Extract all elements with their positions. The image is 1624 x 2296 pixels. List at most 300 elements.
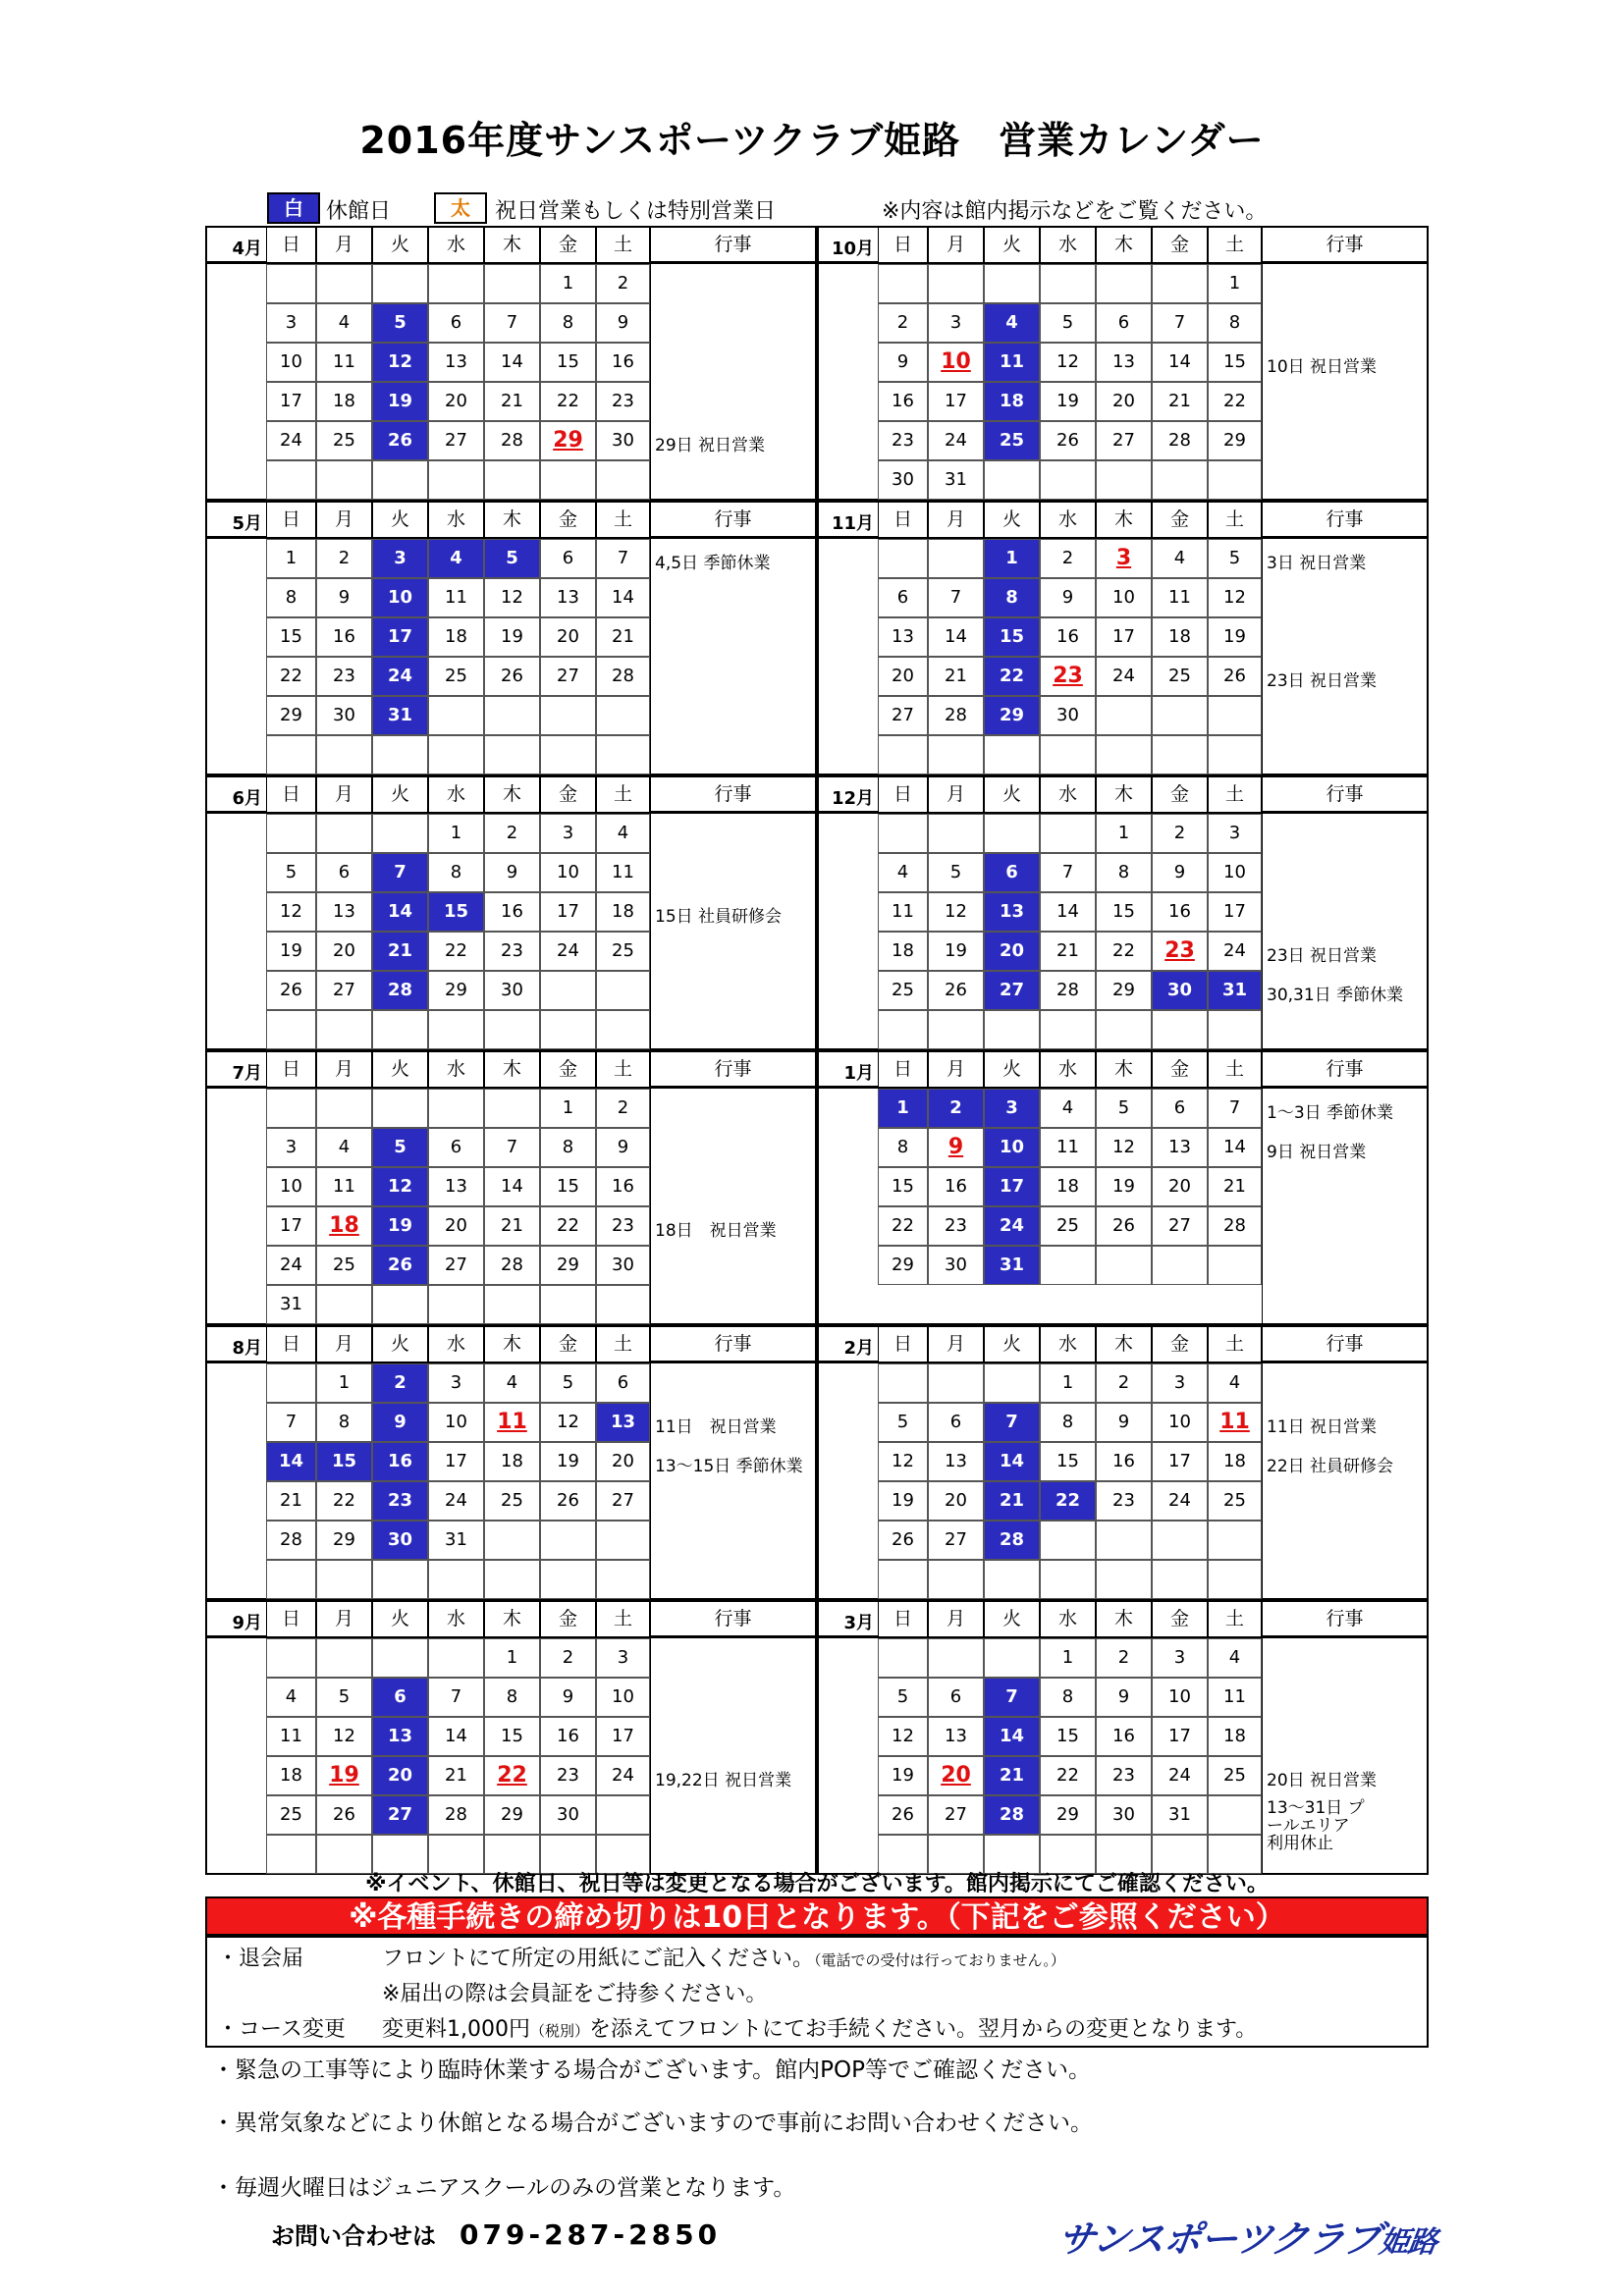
weekday-header: 土 (1208, 1050, 1262, 1088)
day-cell (428, 1285, 484, 1324)
day-cell (316, 814, 372, 853)
logo-main: サンスポーツクラブ (1055, 2217, 1383, 2261)
weekday-header: 木 (484, 1600, 540, 1637)
month-block (205, 501, 817, 775)
day-cell: 12 (372, 343, 428, 382)
day-cell: 8 (316, 1403, 372, 1442)
weekday-header: 木 (1096, 1325, 1152, 1362)
day-cell: 13 (540, 578, 596, 617)
day-cell: 19 (266, 932, 316, 971)
month-body (205, 1637, 817, 1875)
day-cell (484, 1089, 540, 1128)
weekday-header: 木 (1096, 1600, 1152, 1637)
course-text (382, 2012, 1257, 2043)
day-cell: 23 (1096, 1481, 1152, 1521)
day-cell: 7 (1208, 1089, 1262, 1128)
day-cell (372, 264, 428, 303)
day-cell: 21 (1152, 382, 1208, 421)
day-cell: 1 (316, 1363, 372, 1403)
day-cell (484, 1010, 540, 1049)
day-cell: 8 (428, 853, 484, 892)
month-header (205, 226, 817, 263)
day-cell: 20 (984, 932, 1040, 971)
day-cell: 20 (540, 617, 596, 657)
day-cell: 16 (540, 1717, 596, 1756)
day-cell (1040, 264, 1096, 303)
day-cell (372, 1089, 428, 1128)
month-label: 3月 (817, 1600, 878, 1637)
day-cell: 4 (1040, 1089, 1096, 1128)
event-note: 22日 社員研修会 (1267, 1457, 1394, 1476)
day-cell: 9 (1096, 1678, 1152, 1717)
day-cell: 2 (372, 1363, 428, 1403)
day-cell (428, 460, 484, 500)
weekday-header: 火 (984, 1325, 1040, 1362)
day-cell (1040, 1010, 1096, 1049)
day-cell: 11 (596, 853, 650, 892)
day-cell: 11 (1208, 1403, 1262, 1442)
weekday-header: 日 (878, 1050, 928, 1088)
day-cell: 8 (484, 1678, 540, 1717)
weekday-header: 土 (596, 775, 650, 813)
day-cell: 27 (1152, 1206, 1208, 1246)
day-cell (984, 735, 1040, 774)
event-column (1262, 1363, 1428, 1599)
event-column (650, 539, 816, 774)
day-cell (1096, 1246, 1152, 1285)
day-cell: 25 (316, 421, 372, 460)
day-cell: 8 (540, 303, 596, 343)
day-cell: 2 (1096, 1363, 1152, 1403)
month-body (817, 1637, 1429, 1875)
event-column (1262, 1089, 1428, 1324)
day-cell: 2 (596, 264, 650, 303)
event-note: 11日 祝日営業 (655, 1417, 777, 1437)
day-cell: 5 (316, 1678, 372, 1717)
day-cell: 14 (428, 1717, 484, 1756)
day-cell: 13 (428, 343, 484, 382)
day-cell: 23 (1096, 1756, 1152, 1795)
day-cell: 17 (984, 1167, 1040, 1206)
day-cell: 12 (316, 1717, 372, 1756)
day-cell: 2 (596, 1089, 650, 1128)
day-cell: 3 (1096, 539, 1152, 578)
weekday-header: 日 (266, 1050, 316, 1088)
day-cell: 24 (1208, 932, 1262, 971)
day-cell: 29 (1040, 1795, 1096, 1835)
weekday-header: 金 (1152, 775, 1208, 813)
event-column (650, 814, 816, 1049)
day-cell: 18 (984, 382, 1040, 421)
day-cell (1208, 1246, 1262, 1285)
day-cell: 26 (878, 1795, 928, 1835)
bullet-emergency: ・緊急の工事等により臨時休業する場合がございます。館内POP等でご確認ください。 (212, 2057, 1092, 2083)
day-cell: 18 (1208, 1442, 1262, 1481)
event-column (650, 1363, 816, 1599)
day-cell: 31 (984, 1246, 1040, 1285)
day-cell: 13 (928, 1717, 984, 1756)
day-cell: 17 (1152, 1717, 1208, 1756)
day-cell: 16 (878, 382, 928, 421)
weekday-header: 金 (540, 775, 596, 813)
month-header (817, 1050, 1429, 1088)
day-cell (1096, 264, 1152, 303)
month-label: 8月 (205, 1325, 266, 1362)
day-cell: 6 (984, 853, 1040, 892)
day-cell: 27 (428, 421, 484, 460)
day-cell: 9 (928, 1128, 984, 1167)
day-cell (316, 264, 372, 303)
day-cell: 2 (878, 303, 928, 343)
weekday-header: 土 (1208, 501, 1262, 538)
day-cell (596, 1795, 650, 1835)
month-body (817, 1088, 1429, 1325)
day-cell (1040, 460, 1096, 500)
day-cell: 23 (928, 1206, 984, 1246)
month-label: 2月 (817, 1325, 878, 1362)
day-cell (372, 1560, 428, 1599)
day-cell: 7 (266, 1403, 316, 1442)
month-block (817, 1050, 1429, 1325)
weekday-header: 金 (540, 1600, 596, 1637)
weekday-header: 月 (928, 1325, 984, 1362)
day-cell: 21 (928, 657, 984, 696)
day-cell: 15 (540, 343, 596, 382)
day-cell: 6 (1096, 303, 1152, 343)
day-cell: 3 (1152, 1638, 1208, 1678)
day-cell: 12 (484, 578, 540, 617)
day-cell: 28 (984, 1521, 1040, 1560)
day-cell: 3 (266, 1128, 316, 1167)
weekday-header: 火 (372, 501, 428, 538)
month-label: 11月 (817, 501, 878, 538)
event-header: 行事 (1262, 226, 1429, 263)
day-cell: 9 (372, 1403, 428, 1442)
day-cell (540, 1285, 596, 1324)
month-label: 5月 (205, 501, 266, 538)
day-cell: 21 (1208, 1167, 1262, 1206)
day-cell: 9 (484, 853, 540, 892)
day-cell (596, 1285, 650, 1324)
weekday-header: 土 (1208, 1325, 1262, 1362)
day-cell: 3 (984, 1089, 1040, 1128)
weekday-header: 水 (1040, 1600, 1096, 1637)
day-cell (266, 735, 316, 774)
weekday-header: 水 (428, 1050, 484, 1088)
day-cell: 12 (1208, 578, 1262, 617)
contact-phone[interactable]: 079-287-2850 (460, 2218, 722, 2251)
month-header (817, 775, 1429, 813)
day-cell: 16 (928, 1167, 984, 1206)
day-cell: 2 (1096, 1638, 1152, 1678)
day-cell: 3 (1152, 1363, 1208, 1403)
day-cell (596, 735, 650, 774)
day-cell: 1 (1208, 264, 1262, 303)
weekday-header: 木 (484, 1325, 540, 1362)
day-cell: 15 (428, 892, 484, 932)
day-cell (372, 814, 428, 853)
day-cell: 23 (540, 1756, 596, 1795)
day-cell: 23 (596, 1206, 650, 1246)
month-body (205, 263, 817, 501)
day-cell (878, 1560, 928, 1599)
day-cell: 26 (928, 971, 984, 1010)
day-cell: 13 (596, 1403, 650, 1442)
day-cell: 9 (316, 578, 372, 617)
day-cell (928, 1560, 984, 1599)
day-cell: 17 (540, 892, 596, 932)
day-cell (984, 814, 1040, 853)
weekday-header: 土 (1208, 1600, 1262, 1637)
day-cell: 24 (596, 1756, 650, 1795)
day-cell: 15 (540, 1167, 596, 1206)
day-cell: 11 (1040, 1128, 1096, 1167)
day-cell: 10 (928, 343, 984, 382)
day-cell: 5 (878, 1403, 928, 1442)
day-cell: 9 (1096, 1403, 1152, 1442)
day-cell: 18 (596, 892, 650, 932)
day-cell: 27 (928, 1795, 984, 1835)
day-cell: 19 (878, 1481, 928, 1521)
month-label: 6月 (205, 775, 266, 813)
day-cell (596, 1521, 650, 1560)
day-cell: 22 (984, 657, 1040, 696)
weekday-header: 土 (596, 501, 650, 538)
month-body (205, 1088, 817, 1325)
day-cell: 23 (316, 657, 372, 696)
day-cell: 24 (1152, 1756, 1208, 1795)
event-header: 行事 (1262, 775, 1429, 813)
day-cell: 5 (1040, 303, 1096, 343)
day-cell: 8 (1040, 1403, 1096, 1442)
event-header: 行事 (650, 1050, 817, 1088)
change-notice: ※イベント、休館日、祝日等は変更となる場合がございます。館内掲示にてご確認ください。 (365, 1872, 1269, 1896)
event-note: 10日 祝日営業 (1267, 357, 1378, 377)
day-cell (372, 1010, 428, 1049)
day-cell (984, 1560, 1040, 1599)
day-cell: 26 (372, 421, 428, 460)
weekday-header: 水 (1040, 226, 1096, 263)
day-cell: 15 (316, 1442, 372, 1481)
day-cell: 19 (878, 1756, 928, 1795)
day-cell: 17 (928, 382, 984, 421)
event-note: 23日 祝日営業 (1267, 946, 1378, 966)
day-cell: 27 (428, 1246, 484, 1285)
weekday-header: 土 (1208, 775, 1262, 813)
day-cell: 15 (1040, 1442, 1096, 1481)
day-cell: 14 (372, 892, 428, 932)
day-cell (316, 1285, 372, 1324)
day-cell: 14 (984, 1717, 1040, 1756)
month-header (817, 226, 1429, 263)
event-note: 11日 祝日営業 (1267, 1417, 1378, 1437)
day-cell: 25 (1040, 1206, 1096, 1246)
weekday-header: 月 (928, 1050, 984, 1088)
day-cell: 3 (428, 1363, 484, 1403)
day-cell: 12 (266, 892, 316, 932)
day-cell: 6 (596, 1363, 650, 1403)
day-cell: 27 (540, 657, 596, 696)
day-cell (1208, 1560, 1262, 1599)
weekday-header: 日 (266, 1325, 316, 1362)
day-cell: 7 (1040, 853, 1096, 892)
event-note: 23日 祝日営業 (1267, 671, 1378, 691)
month-body (817, 813, 1429, 1050)
day-cell: 22 (484, 1756, 540, 1795)
day-cell: 24 (984, 1206, 1040, 1246)
day-cell: 15 (484, 1717, 540, 1756)
day-cell: 10 (540, 853, 596, 892)
weekday-header: 木 (1096, 775, 1152, 813)
day-cell (540, 696, 596, 735)
day-cell: 6 (540, 539, 596, 578)
event-note: 20日 祝日営業 (1267, 1771, 1378, 1790)
day-cell: 24 (266, 1246, 316, 1285)
day-cell: 26 (372, 1246, 428, 1285)
day-cell: 15 (1040, 1717, 1096, 1756)
day-cell: 14 (928, 617, 984, 657)
day-cell: 7 (428, 1678, 484, 1717)
day-cell: 13 (372, 1717, 428, 1756)
weekday-header: 木 (484, 775, 540, 813)
day-cell: 9 (596, 303, 650, 343)
day-cell (266, 1560, 316, 1599)
day-cell: 15 (266, 617, 316, 657)
day-cell: 7 (984, 1403, 1040, 1442)
month-block (817, 1600, 1429, 1875)
day-cell: 30 (878, 460, 928, 500)
day-cell: 4 (596, 814, 650, 853)
day-cell: 19 (372, 382, 428, 421)
day-cell (1208, 1010, 1262, 1049)
day-cell (316, 735, 372, 774)
day-cell: 28 (928, 696, 984, 735)
day-cell (428, 1089, 484, 1128)
day-cell: 1 (1040, 1638, 1096, 1678)
day-cell (540, 735, 596, 774)
day-cell: 21 (484, 382, 540, 421)
page-title: 2016年度サンスポーツクラブ姫路 営業カレンダー (359, 119, 1265, 162)
weekday-header: 金 (1152, 501, 1208, 538)
day-cell: 25 (1208, 1756, 1262, 1795)
day-cell (1096, 735, 1152, 774)
day-cell: 12 (1096, 1128, 1152, 1167)
month-block (817, 226, 1429, 501)
procedures-box (205, 1936, 1429, 2048)
day-cell: 6 (928, 1678, 984, 1717)
day-cell (1040, 814, 1096, 853)
weekday-header: 月 (316, 1325, 372, 1362)
special-legend-label: 祝日営業もしくは特別営業日 (495, 199, 777, 224)
day-cell: 26 (266, 971, 316, 1010)
event-header: 行事 (1262, 501, 1429, 538)
day-cell: 29 (428, 971, 484, 1010)
weekday-header: 日 (878, 501, 928, 538)
weekday-header: 土 (596, 1325, 650, 1362)
day-cell: 21 (1040, 932, 1096, 971)
weekday-header: 水 (428, 775, 484, 813)
month-header (205, 775, 817, 813)
day-cell: 2 (316, 539, 372, 578)
day-cell: 27 (316, 971, 372, 1010)
day-cell (984, 264, 1040, 303)
day-cell: 26 (1096, 1206, 1152, 1246)
weekday-header: 木 (484, 1050, 540, 1088)
day-cell: 7 (372, 853, 428, 892)
day-cell: 21 (428, 1756, 484, 1795)
day-cell (596, 1560, 650, 1599)
day-cell: 16 (484, 892, 540, 932)
day-cell: 16 (1152, 892, 1208, 932)
month-header (817, 1325, 1429, 1362)
day-cell: 20 (428, 382, 484, 421)
day-cell: 22 (540, 1206, 596, 1246)
weekday-header: 水 (428, 1325, 484, 1362)
day-cell: 22 (266, 657, 316, 696)
withdraw-text (382, 1942, 1065, 1972)
day-cell (1152, 460, 1208, 500)
event-header: 行事 (650, 226, 817, 263)
day-cell: 30 (596, 1246, 650, 1285)
event-header: 行事 (650, 775, 817, 813)
day-cell (266, 1363, 316, 1403)
day-cell: 23 (372, 1481, 428, 1521)
day-cell (1152, 264, 1208, 303)
day-cell: 22 (1208, 382, 1262, 421)
bullet-tuesday: ・毎週火曜日はジュニアスクールのみの営業となります。 (212, 2175, 796, 2201)
day-cell: 7 (1152, 303, 1208, 343)
day-cell: 9 (1152, 853, 1208, 892)
day-cell: 14 (484, 1167, 540, 1206)
day-cell (984, 1363, 1040, 1403)
day-cell: 26 (484, 657, 540, 696)
day-cell (428, 264, 484, 303)
day-cell: 1 (540, 1089, 596, 1128)
weekday-header: 火 (372, 1600, 428, 1637)
day-cell (316, 1560, 372, 1599)
day-cell: 23 (596, 382, 650, 421)
month-body (205, 813, 817, 1050)
day-cell: 24 (266, 421, 316, 460)
day-cell: 13 (316, 892, 372, 932)
day-cell: 23 (878, 421, 928, 460)
day-cell: 19 (928, 932, 984, 971)
day-cell: 28 (266, 1521, 316, 1560)
month-block (205, 1325, 817, 1600)
day-cell: 1 (1040, 1363, 1096, 1403)
day-cell: 24 (1096, 657, 1152, 696)
day-cell: 11 (316, 1167, 372, 1206)
day-cell: 28 (372, 971, 428, 1010)
day-cell: 6 (316, 853, 372, 892)
month-header (205, 1325, 817, 1362)
weekday-header: 金 (1152, 226, 1208, 263)
day-cell: 14 (984, 1442, 1040, 1481)
month-header (817, 1600, 1429, 1637)
day-cell: 18 (428, 617, 484, 657)
closed-legend-swatch: 白 (267, 192, 320, 224)
day-cell (928, 1363, 984, 1403)
day-cell: 13 (928, 1442, 984, 1481)
event-note: 4,5日 季節休業 (655, 554, 771, 573)
day-cell: 10 (1152, 1678, 1208, 1717)
day-cell: 25 (1208, 1481, 1262, 1521)
day-cell: 17 (1152, 1442, 1208, 1481)
day-cell (266, 1010, 316, 1049)
day-cell: 13 (984, 892, 1040, 932)
day-cell: 30 (372, 1521, 428, 1560)
weekday-header: 日 (266, 775, 316, 813)
